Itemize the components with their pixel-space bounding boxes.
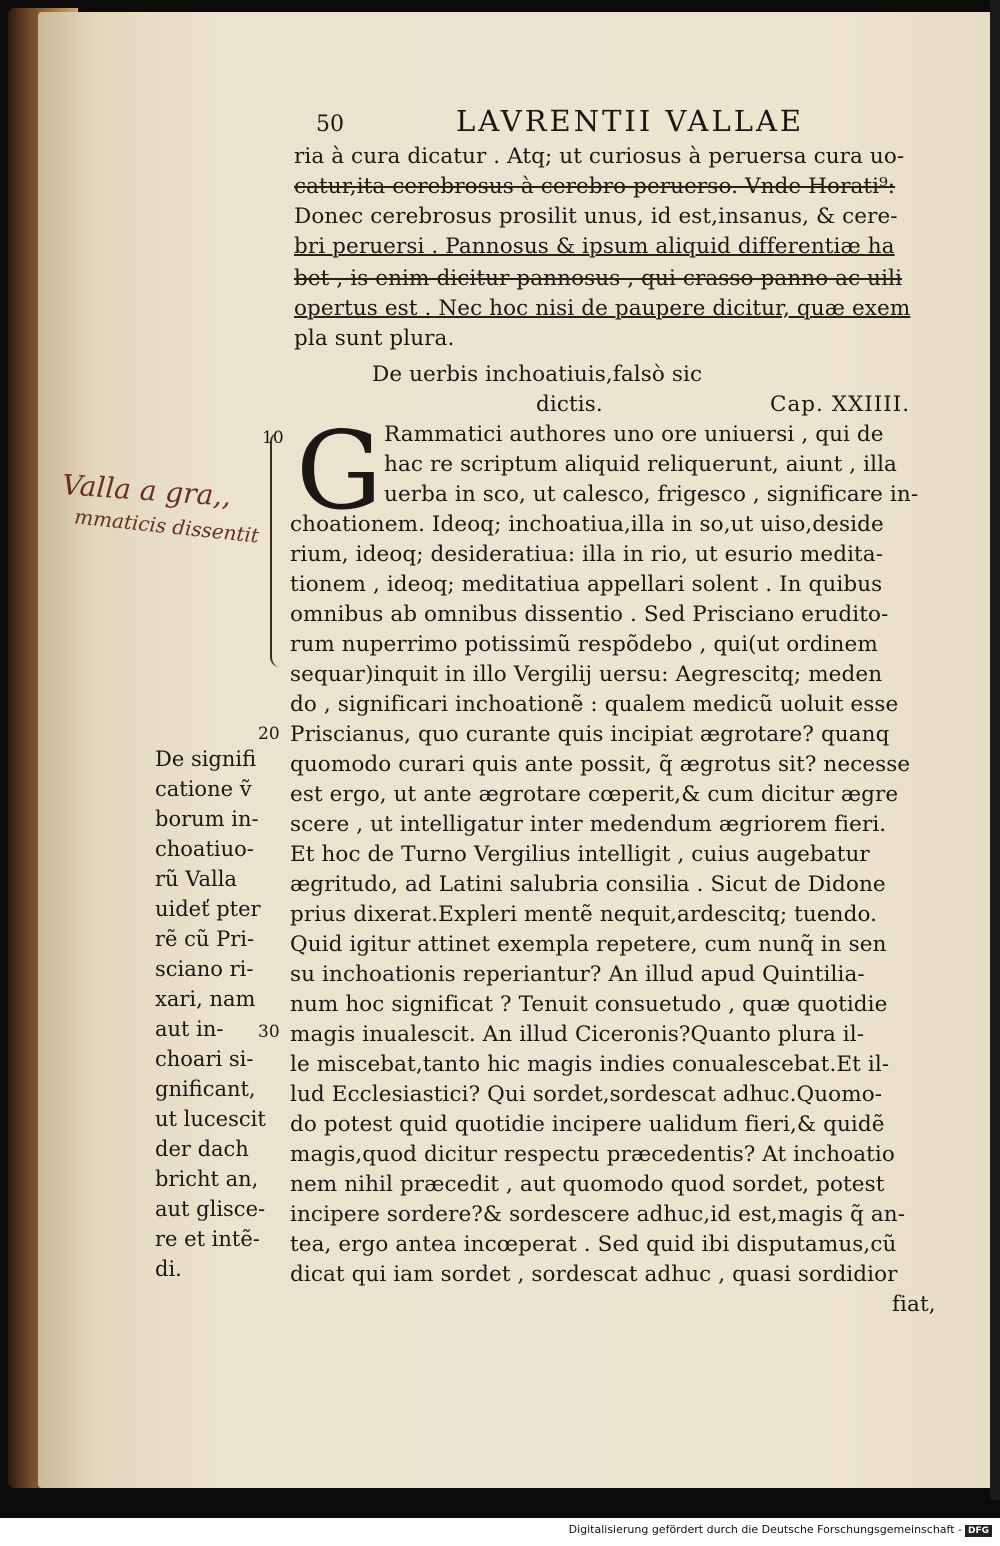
body-line: incipere sordere?& sordescere adhuc,id est,magis q̃ an- (290, 1202, 906, 1227)
top-line: Donec cerebrosus prosilit unus, id est,insanus, & cere- (294, 204, 898, 229)
body-line: dicat qui iam sordet , sordescat adhuc , quasi sordidior (290, 1262, 898, 1287)
body-line: Et hoc de Turno Vergilius intelligit , cuius augebatur (290, 842, 870, 867)
dfg-logo: DFG (965, 1525, 992, 1537)
chapter-label: Cap. XXIIII. (770, 392, 911, 417)
sidenote-line: catione ṽ (155, 777, 252, 801)
sidenote-line: re et intẽ- (155, 1227, 260, 1251)
page-number: 50 (316, 112, 344, 137)
body-line: Rammatici authores uno ore uniuersi , qui de (384, 422, 884, 447)
body-line: ægritudo, ad Latini salubria consilia . Sicut de Didone (290, 872, 886, 897)
top-line: bet , is enim dicitur pannosus , qui crasso panno ac uili (294, 266, 903, 291)
line-number: 20 (258, 724, 280, 744)
digitization-footer (569, 1523, 992, 1537)
sidenote-line: aut glisce- (155, 1197, 266, 1221)
body-line: lud Ecclesiastici? Qui sordet,sordescat adhuc.Quomo- (290, 1082, 883, 1107)
sidenote-line: xari, nam (155, 987, 256, 1011)
sidenote-line: choari si- (155, 1047, 254, 1071)
body-line: num hoc significat ? Tenuit consuetudo , quæ quotidie (290, 992, 888, 1017)
top-line: ria à cura dicatur . Atq; ut curiosus à peruersa cura uo- (294, 144, 905, 169)
body-line: Quid igitur attinet exempla repetere, cum nunq̃ in sen (290, 932, 887, 957)
body-line: su inchoationis reperiantur? An illud apud Quintilia- (290, 962, 865, 987)
sidenote-line: uideť pter (155, 897, 261, 921)
body-line: hac re scriptum aliquid reliquerunt, aiunt , illa (384, 452, 897, 477)
line-number: 10 (262, 428, 284, 448)
body-line: do potest quid quotidie incipere ualidum fieri,& quidẽ (290, 1112, 885, 1137)
body-line: rium, ideoq; desideratiua: illa in rio, ut esurio medita- (290, 542, 884, 567)
chapter-heading-cont: dictis. (536, 392, 603, 417)
sidenote-line: di. (155, 1257, 182, 1281)
body-line: choationem. Ideoq; inchoatiua,illa in so,ut uiso,deside (290, 512, 884, 537)
body-line: tea, ergo antea incœperat . Sed quid ibi disputamus,cũ (290, 1232, 897, 1257)
body-line: Priscianus, quo curante quis incipiat ægrotare? quanq (290, 722, 890, 747)
line-number: 30 (258, 1022, 280, 1042)
body-line: omnibus ab omnibus dissentio . Sed Prisciano erudito- (290, 602, 889, 627)
body-line: magis,quod dicitur respectu præcedentis? At inchoatio (290, 1142, 895, 1167)
running-title: LAVRENTII VALLAE (456, 104, 805, 138)
footer-text: Digitalisierung gefördert durch die Deutsche Forschungsgemeinschaft - (568, 1523, 962, 1536)
body-line: uerba in sco, ut calesco, frigesco , significare in- (384, 482, 919, 507)
catchword: fiat, (892, 1292, 936, 1317)
body-line: quomodo curari quis ante possit, q̃ ægrotus sit? necesse (290, 752, 911, 777)
body-line: tionem , ideoq; meditatiua appellari solent . In quibus (290, 572, 883, 597)
top-line: catur,ita cerebrosus à cerebro peruerso. Vnde Horati⁹: (294, 174, 896, 199)
sidenote-line: sciano ri- (155, 957, 254, 981)
top-line: opertus est . Nec hoc nisi de paupere dicitur, quæ exem (294, 296, 911, 321)
sidenote-line: borum in- (155, 807, 259, 831)
sidenote-line: ut lucescit (155, 1107, 266, 1131)
body-line: prius dixerat.Expleri mentẽ nequit,ardescitq; tuendo. (290, 902, 878, 927)
body-line: rum nuperrimo potissimũ respõdebo , qui(ut ordinem (290, 632, 878, 657)
sidenote-line: De signifi (155, 747, 257, 771)
body-line: le miscebat,tanto hic magis indies conualescebat.Et il- (290, 1052, 890, 1077)
body-line: nem nihil præcedit , aut quomodo quod sordet, potest (290, 1172, 885, 1197)
body-line: do , significari inchoationẽ : qualem medicũ uoluit esse (290, 692, 899, 717)
top-line: pla sunt plura. (294, 326, 455, 351)
sidenote-line: choatiuo- (155, 837, 254, 861)
sidenote-line: gnificant, (155, 1077, 256, 1101)
body-line: scere , ut intelligatur inter medendum ægriorem fieri. (290, 812, 887, 837)
body-line: sequar)inquit in illo Vergilij uersu: Aegrescitq; meden (290, 662, 883, 687)
handwritten-bracket (270, 432, 286, 667)
chapter-heading: De uerbis inchoatiuis,falsò sic (372, 362, 703, 387)
sidenote-line: bricht an, (155, 1167, 259, 1191)
handwritten-note: mmaticis dissentit (73, 504, 261, 548)
handwritten-note: Valla a gra,, (61, 468, 233, 513)
sidenote-line: rũ Valla (155, 867, 237, 891)
body-line: magis inualescit. An illud Ciceronis?Quanto plura il- (290, 1022, 865, 1047)
sidenote-line: aut in- (155, 1017, 224, 1041)
drop-cap: G (296, 409, 383, 534)
sidenote-line: der dach (155, 1137, 249, 1161)
body-line: est ergo, ut ante ægrotare cœperit,& cum dicitur ægre (290, 782, 899, 807)
sidenote-line: rẽ cũ Pri- (155, 927, 255, 951)
page-edge-shadow (990, 0, 1000, 1500)
top-line: bri peruersi . Pannosus & ipsum aliquid differentiæ ha (294, 234, 895, 259)
